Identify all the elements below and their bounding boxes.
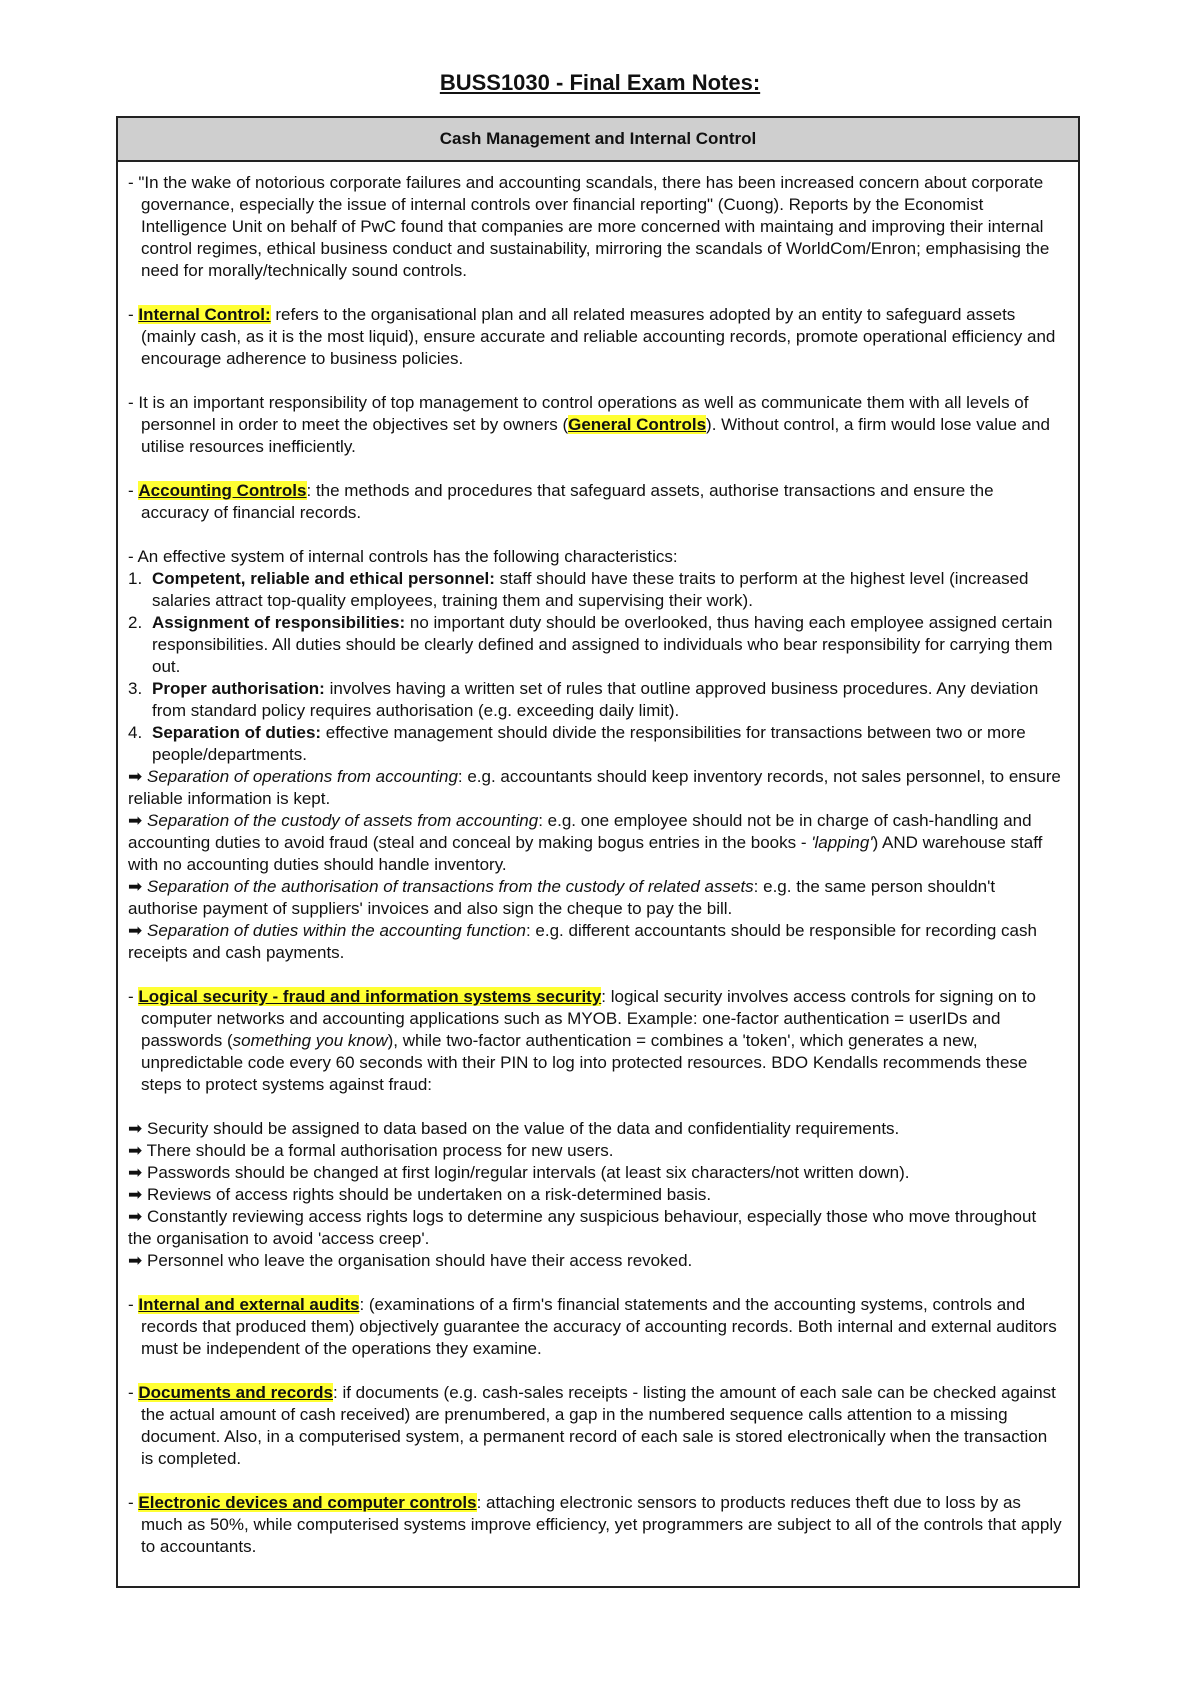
- electronic-devices-paragraph: [128, 1492, 1064, 1558]
- arrow-right-icon: ➡: [128, 1141, 143, 1160]
- list-item: [128, 678, 1064, 722]
- separation-item: [128, 810, 1064, 876]
- dash: -: [128, 1383, 139, 1402]
- separation-text: : e.g. accountants should keep inventory records, not sales personnel, to ensure reliable information is kept.: [128, 767, 1061, 808]
- lapping-term: 'lapping': [811, 833, 873, 852]
- list-item: [128, 1184, 1064, 1206]
- definition-text: : the methods and procedures that safeguard assets, authorise transactions and ensure the accuracy of financial records.: [141, 481, 994, 522]
- list-text: effective management should divide the responsibilities for transactions between two or more people/departments.: [152, 723, 1026, 764]
- list-term: Proper authorisation:: [152, 679, 325, 698]
- term-logical-security: Logical security - fraud and information systems security: [138, 987, 602, 1006]
- page-title: BUSS1030 - Final Exam Notes:: [439, 70, 761, 95]
- characteristics-list: [128, 568, 1064, 766]
- term-internal-control: Internal Control:: [138, 305, 271, 324]
- dash: -: [128, 481, 139, 500]
- bdo-steps-list: [128, 1118, 1064, 1272]
- arrow-right-icon: ➡: [128, 1119, 143, 1138]
- list-item: [128, 1250, 1064, 1272]
- separation-text: : e.g. the same person shouldn't authorise payment of suppliers' invoices and also sign the cheque to pay the bill.: [128, 877, 996, 918]
- arrow-right-icon: ➡: [128, 1207, 143, 1226]
- list-text: Reviews of access rights should be undertaken on a risk-determined basis.: [146, 1185, 712, 1204]
- list-text: Security should be assigned to data based on the value of the data and confidentiality requirements.: [146, 1119, 900, 1138]
- list-text: Passwords should be changed at first login/regular intervals (at least six characters/not written down).: [146, 1163, 910, 1182]
- list-term: Competent, reliable and ethical personnel:: [152, 569, 495, 588]
- list-text: There should be a formal authorisation process for new users.: [146, 1141, 614, 1160]
- list-item: [128, 1162, 1064, 1184]
- separation-item: [128, 920, 1064, 964]
- list-number: 3.: [128, 679, 143, 698]
- dash: -: [128, 1493, 139, 1512]
- arrow-right-icon: ➡: [128, 877, 143, 896]
- separation-term: Separation of the custody of assets from accounting: [146, 811, 539, 830]
- italic-text: something you know: [232, 1031, 388, 1050]
- dash: -: [128, 987, 139, 1006]
- list-item: [128, 722, 1064, 766]
- separation-text: ) AND warehouse staff with no accounting duties should handle inventory.: [128, 833, 1043, 874]
- list-number: 2.: [128, 613, 143, 632]
- dash: -: [128, 305, 139, 324]
- list-text: Personnel who leave the organisation should have their access revoked.: [146, 1251, 693, 1270]
- section-header: Cash Management and Internal Control: [118, 118, 1078, 162]
- notes-table: [116, 116, 1080, 1588]
- internal-control-paragraph: [128, 304, 1064, 370]
- arrow-right-icon: ➡: [128, 767, 143, 786]
- separation-text: : e.g. one employee should not be in charge of cash-handling and accounting duties to avoid fraud (steal and conceal by making bogus entries in the books -: [128, 811, 1032, 852]
- list-text: Constantly reviewing access rights logs to determine any suspicious behaviour, especially those who move throughout the organisation to avoid 'access creep'.: [128, 1207, 1037, 1248]
- term-electronic-devices: Electronic devices and computer controls: [138, 1493, 477, 1512]
- arrow-right-icon: ➡: [128, 1185, 143, 1204]
- definition-text: : attaching electronic sensors to products reduces theft due to loss by as much as 50%, while computerised systems improve efficiency, yet programmers are subject to all of the controls that apply to accountants.: [141, 1493, 1062, 1556]
- intro-paragraph: - "In the wake of notorious corporate failures and accounting scandals, there has been increased concern about corporate governance, especially the issue of internal controls over financial reporting" (Cuong). Reports by the Economist Intelligence Unit on behalf of PwC found that companies are more concerned with maintaing and improving their internal control regimes, ethical business conduct and sustainability, mirroring the scandals of WorldCom/Enron; emphasising the need for morally/technically sound controls.: [128, 173, 1050, 280]
- text: : logical security involves access controls for signing on to computer networks and accounting applications such as MYOB. Example: one-factor authentication = userIDs and passwords (: [141, 987, 1036, 1050]
- separation-term: Separation of operations from accounting: [146, 767, 458, 786]
- dash: -: [128, 1295, 139, 1314]
- text: - It is an important responsibility of top management to control operations as well as communicate them with all levels of personnel in order to meet the objectives set by owners (: [128, 393, 1029, 434]
- arrow-right-icon: ➡: [128, 921, 143, 940]
- characteristics-intro: - An effective system of internal controls has the following characteristics:: [128, 547, 678, 566]
- list-text: no important duty should be overlooked, thus having each employee assigned certain responsibilities. All duties should be clearly defined and assigned to individuals who bear responsibility for carrying them out.: [152, 613, 1053, 676]
- separation-text: : e.g. different accountants should be responsible for recording cash receipts and cash payments.: [128, 921, 1037, 962]
- term-accounting-controls: Accounting Controls: [138, 481, 307, 500]
- separation-term: Separation of the authorisation of transactions from the custody of related assets: [146, 877, 754, 896]
- arrow-right-icon: ➡: [128, 1163, 143, 1182]
- list-item: [128, 1118, 1064, 1140]
- arrow-right-icon: ➡: [128, 1251, 143, 1270]
- list-item: [128, 1206, 1064, 1250]
- logical-security-paragraph: [128, 986, 1064, 1096]
- list-text: staff should have these traits to perform at the highest level (increased salaries attract top-quality employees, training them and supervising their work).: [152, 569, 1029, 610]
- list-number: 1.: [128, 569, 143, 588]
- separation-item: [128, 766, 1064, 810]
- list-term: Assignment of responsibilities:: [152, 613, 406, 632]
- term-documents: Documents and records: [138, 1383, 333, 1402]
- general-controls-paragraph: [128, 392, 1064, 458]
- term-audits: Internal and external audits: [138, 1295, 360, 1314]
- text: ). Without control, a firm would lose value and utilise resources inefficiently.: [141, 415, 1050, 456]
- list-item: [128, 612, 1064, 678]
- separation-term: Separation of duties within the accounting function: [146, 921, 526, 940]
- definition-text: : if documents (e.g. cash-sales receipts - listing the amount of each sale can be checked against the actual amount of cash received) are prenumbered, a gap in the numbered sequence calls attention to a missing document. Also, in a computerised system, a permanent record of each sale is stored electronically when the transaction is completed.: [141, 1383, 1056, 1468]
- documents-paragraph: [128, 1382, 1064, 1470]
- notes-body: [118, 162, 1078, 1558]
- arrow-right-icon: ➡: [128, 811, 143, 830]
- list-text: involves having a written set of rules that outline approved business procedures. Any deviation from standard policy requires authorisation (e.g. exceeding daily limit).: [152, 679, 1039, 720]
- list-item: [128, 1140, 1064, 1162]
- term-general-controls: General Controls: [568, 415, 707, 434]
- definition-text: refers to the organisational plan and all related measures adopted by an entity to safeguard assets (mainly cash, as it is the most liquid), ensure accurate and reliable accounting records, promote operational efficiency and encourage adherence to business policies.: [141, 305, 1056, 368]
- characteristics-block: [128, 546, 1064, 964]
- accounting-controls-paragraph: [128, 480, 1064, 524]
- separation-item: [128, 876, 1064, 920]
- list-term: Separation of duties:: [152, 723, 322, 742]
- definition-text: : (examinations of a firm's financial statements and the accounting systems, controls and records that produced them) objectively guarantee the accuracy of accounting records. Both internal and external auditors must be independent of the operations they examine.: [141, 1295, 1057, 1358]
- list-number: 4.: [128, 723, 143, 742]
- list-item: [128, 568, 1064, 612]
- text: ), while two-factor authentication = combines a 'token', which generates a new, unpredictable code every 60 seconds with their PIN to log into protected resources. BDO Kendalls recommends these steps to protect systems against fraud:: [141, 1031, 1028, 1094]
- audits-paragraph: [128, 1294, 1064, 1360]
